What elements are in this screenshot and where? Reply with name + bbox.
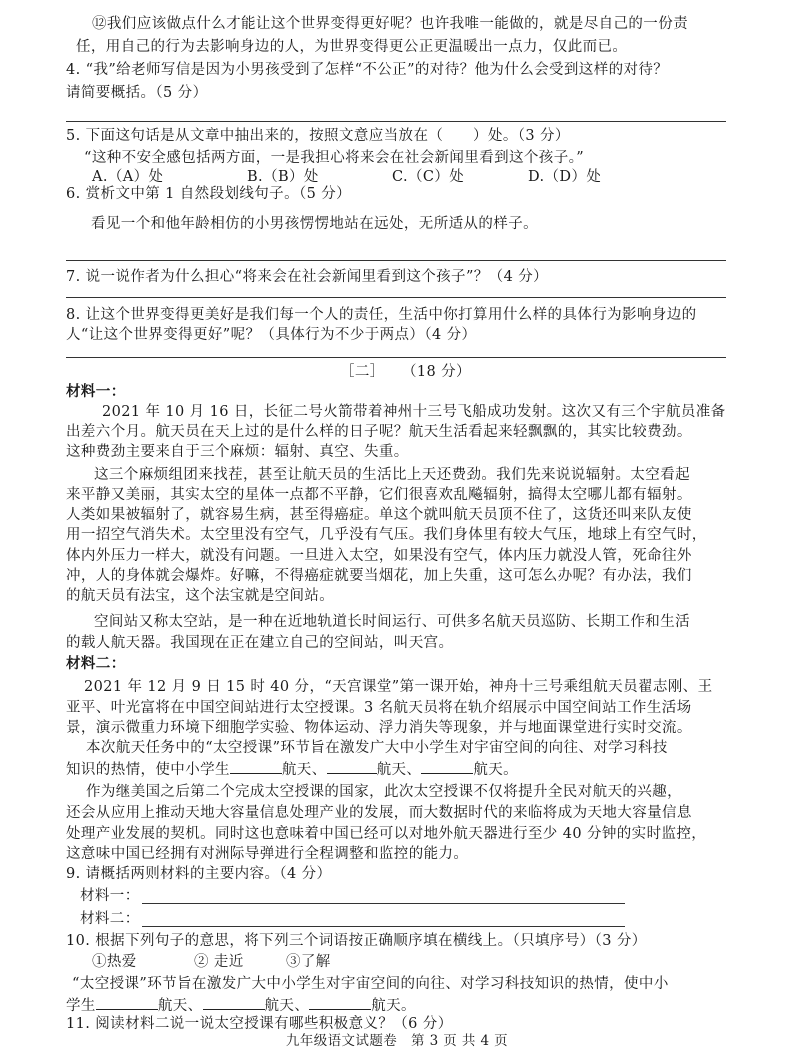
q6-stem: 6. 赏析文中第 1 自然段划线句子。（5 分） bbox=[66, 186, 352, 202]
q5-quote: “这种不安全感包括两方面，一是我担心将来会在社会新闻里看到这个孩子。” bbox=[84, 150, 585, 166]
q8-line1: 8. 让这个世界变得更美好是我们每一个人的责任，生活中你打算用什么样的具体行为影响身边的 bbox=[66, 307, 697, 323]
q4-answer-line[interactable] bbox=[66, 121, 726, 122]
q10-sentence: “太空授课”环节旨在激发广大中小学生对宇宙空间的向往、对学习科技知识的热情，使中小 bbox=[72, 976, 669, 992]
material2-line: 作为继美国之后第二个完成太空授课的国家，此次太空授课不仅将提升全民对航天的兴趣， bbox=[86, 784, 682, 800]
material2-line: 2021 年 12 月 9 日 15 时 40 分，“天宫课堂”第一课开始，神舟十三号乘组航天员翟志刚、王 bbox=[84, 679, 713, 695]
q9-material1-label: 材料一： bbox=[80, 888, 140, 904]
material2-blank-word: 航天。 bbox=[473, 762, 519, 778]
material2-line: 景，演示微重力环境下细胞学实验、物体运动、浮力消失等现象，并与地面课堂进行实时交流。 bbox=[66, 720, 692, 736]
q8-line2: 人“让这个世界变得更好”呢？（具体行为不少于两点）（4 分） bbox=[66, 327, 477, 343]
q6-answer-line[interactable] bbox=[66, 260, 726, 261]
para12-line2: 任，用自己的行为去影响身边的人，为世界变得更公正更温暖出一点力，仅此而已。 bbox=[76, 39, 628, 55]
material1-line: 冲，人的身体就会爆炸。好嘛，不得癌症就要当烟花，加上失重，这可怎么办呢？有办法，我们 bbox=[66, 568, 692, 584]
q7-stem: 7. 说一说作者为什么担心“将来会在社会新闻里看到这个孩子”？（4 分） bbox=[66, 269, 549, 285]
material2-line: 亚平、叶光富将在中国空间站进行太空授课。3 名航天员将在轨介绍展示中国空间站工作生活场 bbox=[66, 700, 692, 716]
material2-blank-line bbox=[66, 759, 518, 780]
q5-option-d[interactable]: D.（D）处 bbox=[528, 169, 602, 185]
q10-option-2: ② 走近 bbox=[194, 954, 244, 970]
q9-stem: 9. 请概括两则材料的主要内容。（4 分） bbox=[66, 866, 332, 882]
material2-line: 这意味中国已经拥有对洲际导弹进行全程调整和监控的能力。 bbox=[66, 846, 469, 862]
material1-line: 2021 年 10 月 16 日，长征二号火箭带着神州十三号飞船成功发射。这次又有三个宇航员准备 bbox=[102, 404, 726, 420]
material2-blank-2[interactable] bbox=[327, 759, 377, 774]
section2-points: （18 分） bbox=[402, 364, 471, 380]
q10-blank-word: 航天。 bbox=[371, 998, 416, 1014]
q10-blank-1[interactable] bbox=[96, 995, 158, 1010]
q10-blank-2[interactable] bbox=[203, 995, 265, 1010]
q9-material1-answer-line[interactable] bbox=[142, 903, 625, 904]
q6-sentence: 看见一个和他年龄相仿的小男孩愣愣地站在远处，无所适从的样子。 bbox=[91, 216, 538, 232]
q5-option-a[interactable]: A.（A）处 bbox=[92, 169, 164, 185]
material1-line: 来平静又美丽，其实太空的星体一点都不平静，它们很喜欢乱飚辐射，搞得太空哪儿都有辐射。 bbox=[66, 487, 692, 503]
q4-line1: 4. “我”给老师写信是因为小男孩受到了怎样“不公正”的对待？他为什么会受到这样的对待？ bbox=[66, 62, 669, 78]
page-footer: 九年级语文试题卷 第 3 页 共 4 页 bbox=[285, 1033, 509, 1049]
q10-blank-line bbox=[66, 995, 416, 1016]
material2-blank-3[interactable] bbox=[421, 759, 473, 774]
material2-line: 处理产业发展的契机。同时这也意味着中国已经可以对地外航天器进行至少 40 分钟的实时监控， bbox=[66, 826, 707, 842]
q11-stem: 11. 阅读材料二说一说太空授课有哪些积极意义？（6 分） bbox=[66, 1016, 453, 1032]
material1-line: 这三个麻烦组团来找茬，甚至让航天员的生活比上天还费劲。我们先来说说辐射。太空看起 bbox=[94, 467, 690, 483]
q8-answer-line[interactable] bbox=[66, 357, 726, 358]
q5-option-c[interactable]: C.（C）处 bbox=[392, 169, 465, 185]
q5-option-b[interactable]: B.（B）处 bbox=[247, 169, 319, 185]
q10-option-3: ③了解 bbox=[286, 954, 331, 970]
material1-title: 材料一： bbox=[66, 383, 126, 400]
q9-material2-label: 材料二： bbox=[80, 911, 140, 927]
para12-line1: ⑫我们应该做点什么才能让这个世界变得更好呢？也许我唯一能做的，就是尽自己的一份责 bbox=[92, 16, 688, 32]
material2-line: 还会从应用上推动天地大容量信息处理产业的发展，而大数据时代的来临将成为天地大容量信息 bbox=[66, 805, 692, 821]
section2-label: ［二］ bbox=[340, 364, 385, 380]
q10-blank-word: 航天、 bbox=[264, 998, 310, 1014]
material2-line: 本次航天任务中的“太空授课”环节旨在激发广大中小学生对宇宙空间的向往、对学习科技 bbox=[86, 740, 668, 756]
material2-blank-1[interactable] bbox=[230, 759, 282, 774]
material2-blank-lead: 知识的热情，使中小学生 bbox=[66, 762, 230, 778]
material1-line: 这种费劲主要来自于三个麻烦：辐射、真空、失重。 bbox=[66, 444, 409, 460]
q10-stem: 10. 根据下列句子的意思，将下列三个词语按正确顺序填在横线上。（只填序号）（3 分） bbox=[66, 933, 647, 949]
q10-blank-lead: 学生 bbox=[66, 998, 96, 1014]
q4-line2: 请简要概括。（5 分） bbox=[66, 85, 208, 101]
material2-blank-word: 航天、 bbox=[376, 762, 422, 778]
material1-line: 体内外压力一样大，就没有问题。一旦进入太空，如果没有空气，体内压力就没人管，死命往外 bbox=[66, 548, 692, 564]
q10-blank-word: 航天、 bbox=[157, 998, 203, 1014]
material2-blank-word: 航天、 bbox=[281, 762, 327, 778]
material1-line: 的航天员有法宝，这个法宝就是空间站。 bbox=[66, 588, 335, 604]
material2-title: 材料二： bbox=[66, 655, 126, 672]
q5-stem: 5. 下面这句话是从文章中抽出来的，按照文意应当放在（ ）处。（3 分） bbox=[66, 128, 570, 144]
material1-line: 的载人航天器。我国现在正在建立自己的空间站，叫天宫。 bbox=[66, 635, 454, 651]
q10-option-1: ①热爱 bbox=[92, 954, 137, 970]
material1-line: 用一招空气消失术。太空里没有空气，几乎没有气压。我们身体里有较大气压，地球上有空气时， bbox=[66, 527, 707, 543]
material1-line: 出差六个月。航天员在天上过的是什么样的日子呢？航天生活看起来轻飘飘的，其实比较费劲。 bbox=[66, 424, 692, 440]
material1-line: 空间站又称太空站，是一种在近地轨道长时间运行、可供多名航天员巡防、长期工作和生活 bbox=[94, 614, 690, 630]
q9-material2-answer-line[interactable] bbox=[142, 926, 625, 927]
q10-blank-3[interactable] bbox=[309, 995, 371, 1010]
material1-line: 人类如果被辐射了，就容易生病，甚至得癌症。单这个就叫航天员顶不住了，这货还叫来队友使 bbox=[66, 507, 692, 523]
q7-answer-line[interactable] bbox=[66, 297, 726, 298]
